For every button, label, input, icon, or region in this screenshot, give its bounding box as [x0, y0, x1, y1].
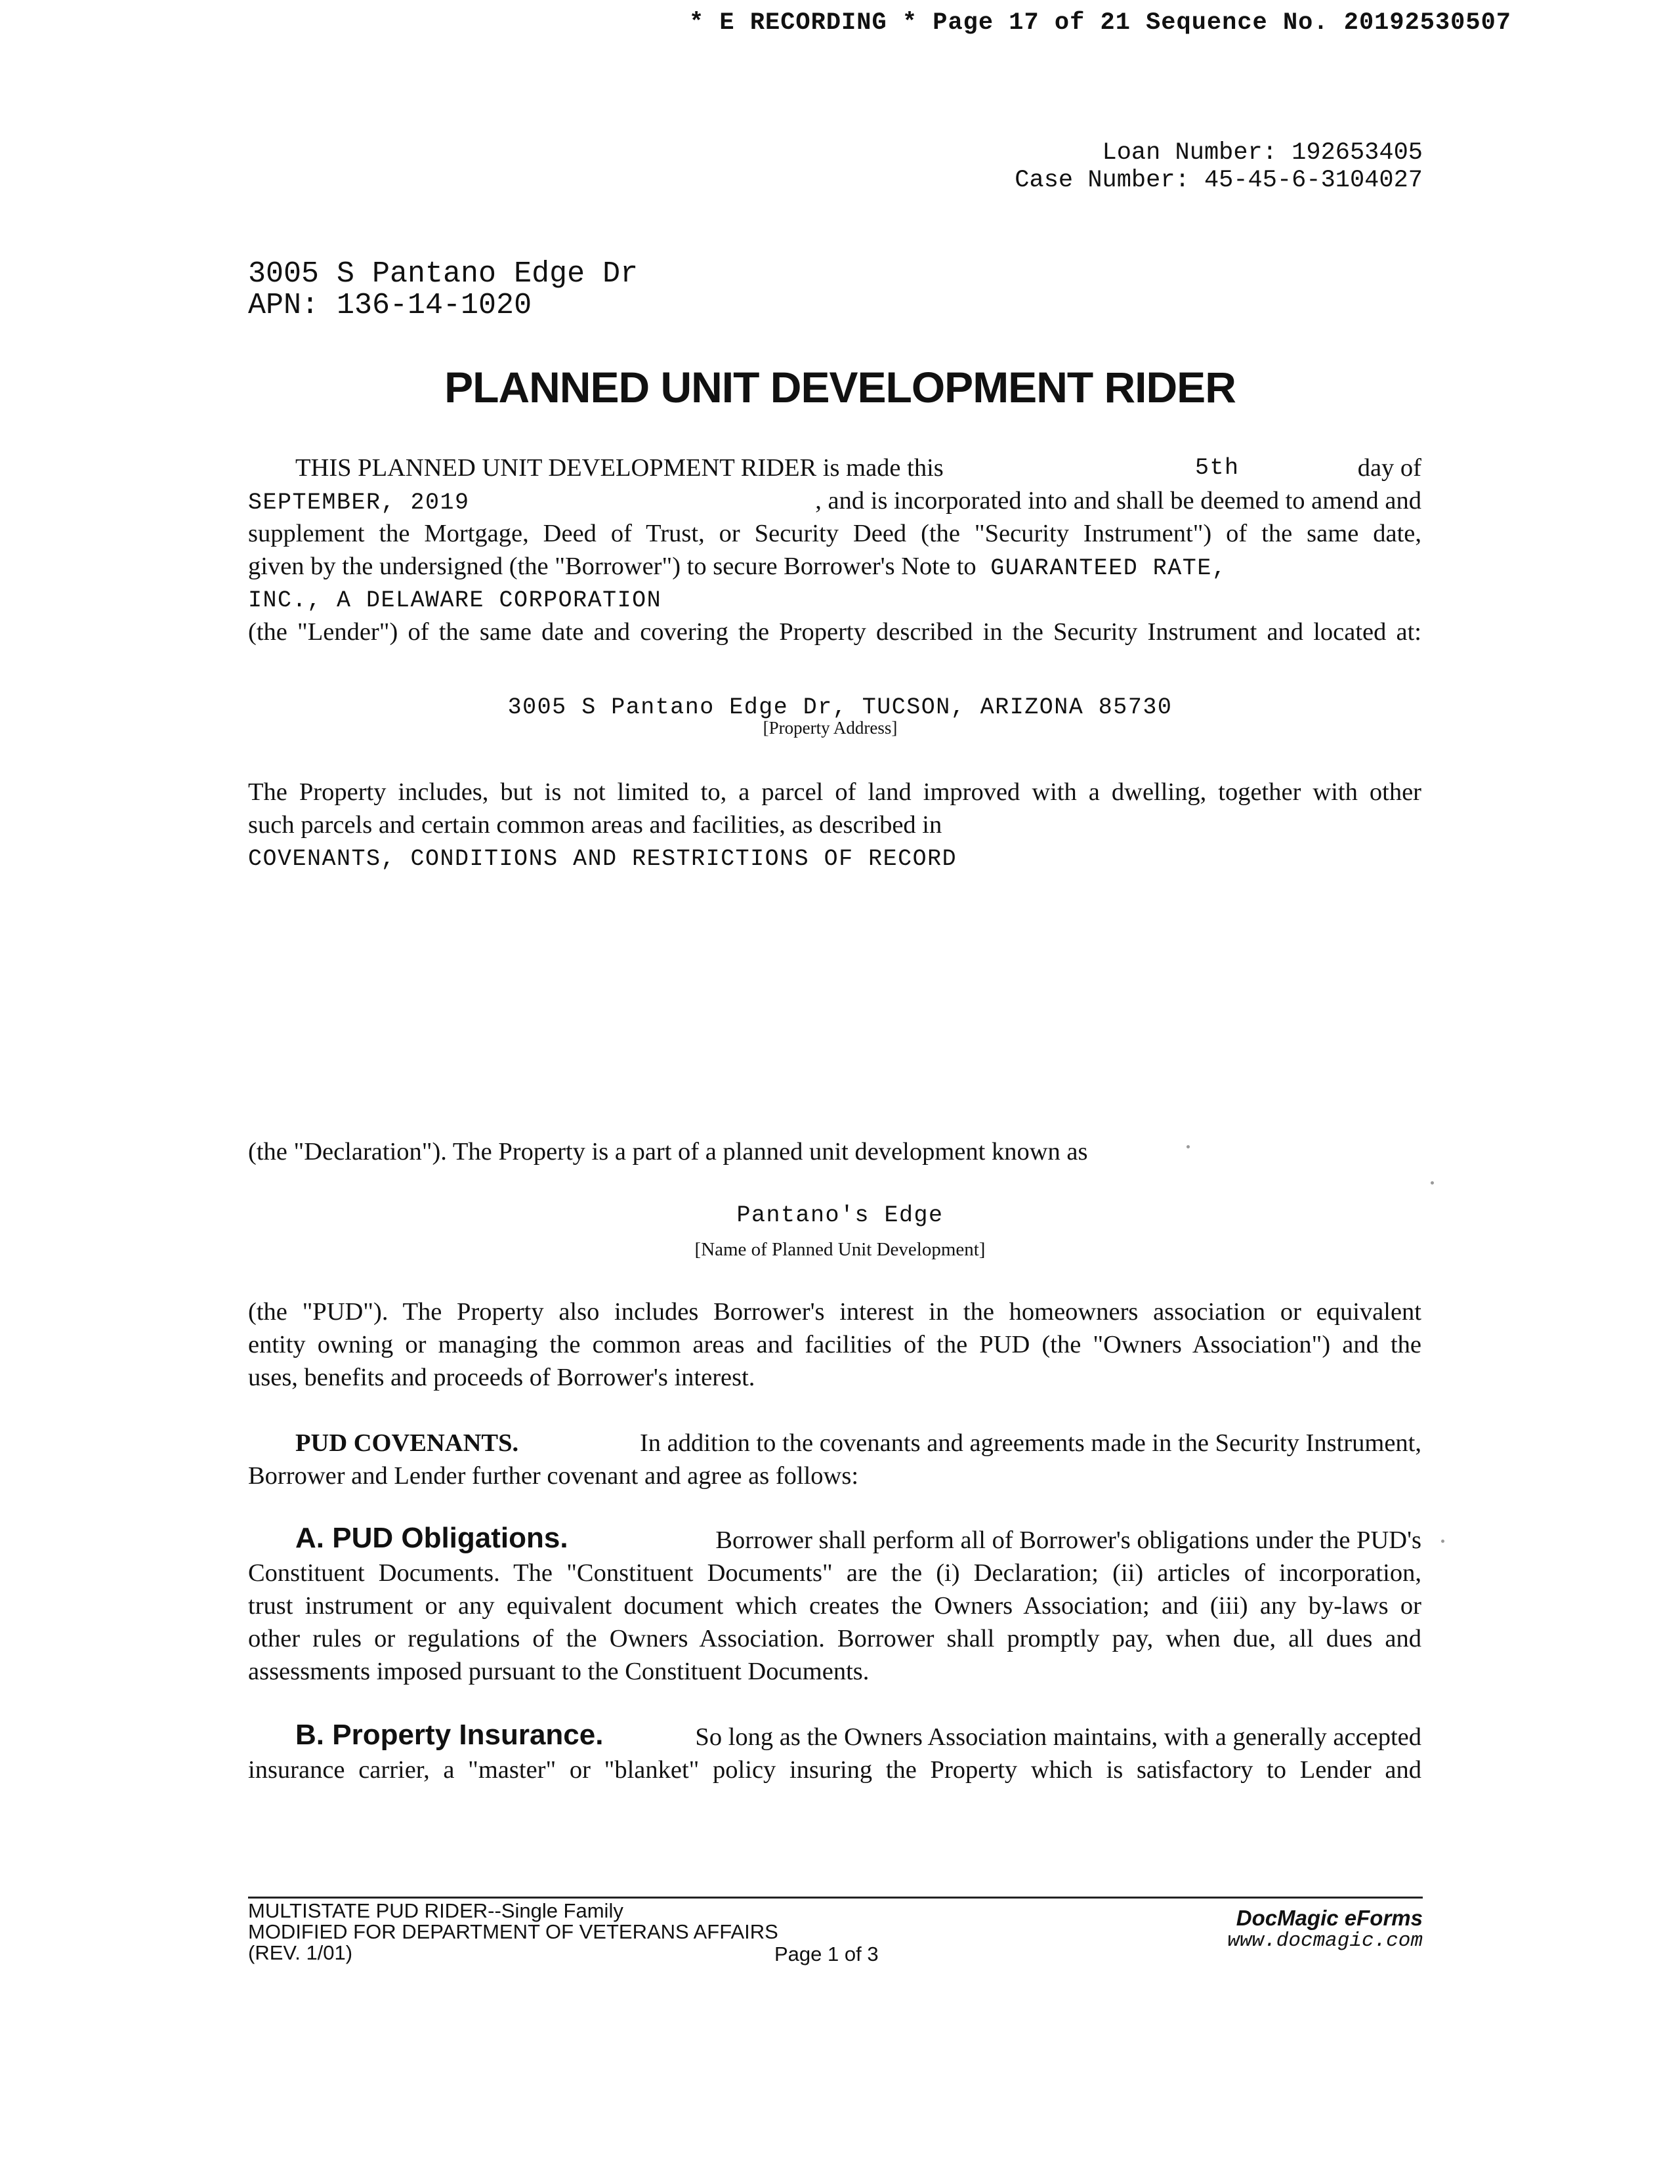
intro-line-3: supplement the Mortgage, Deed of Trust, or Security Deed (the "Security Instrument") of the same date,: [248, 520, 1421, 547]
scan-speck: [1441, 1540, 1444, 1543]
document-page: * E RECORDING * Page 17 of 21 Sequence No. 20192530507 Loan Number: 192653405 Case Number: 45-45-6-3104027 3005 S Pantano Edge Dr APN: 136-14-1020 PLANNED UNIT DEVELOPMENT RIDER THIS PLANNED UNIT DEVELOPMENT RIDER is made this 5th day of SEPTEMBER, 2019 , and is incorporated into and shall be deemed to amend and supplement the Mortgage, Deed of Trust, or Security Deed (the "Security Instrument") of the same date, given by the undersigned (the "Borrower") to secure Borrower's Note to GUARANTEED RATE, INC., A DELAWARE CORPORATION (the "Lender") of the same date and covering the Property described in the Security Instrument and located at: 3005 S Pantano Edge Dr, TUCSON, ARIZONA 85730 [Property Address] The Property includes, but is not limited to, a parcel of land improved with a dwelling, together with other such parcels and certain common areas and facilities, as described in COVENANTS, CONDITIONS AND RESTRICTIONS OF RECORD (the "Declaration"). The Property is a part of a planned unit development known as Pantano's Edge [Name of Planned Unit Development] (the "PUD"). The Property also includes Borrower's interest in the homeowners association or equivalent entity owning or managing the common areas and facilities of the PUD (the "Owners Association") and the uses, benefits and proceeds of Borrower's interest. PUD COVENANTS. In addition to the covenants and agreements made in the Security Instrument, Borrower and Lender further covenant and agree as follows: A. PUD Obligations. Borrower shall perform all of Borrower's obligations under the PUD's Constituent Documents. The "Constituent Documents" are the (i) Declaration; (ii) articles of incorporation, trust instrument or any equivalent document which creates the Owners Association; and (iii) any by-laws or other rules or regulations of the Owners Association. Borrower shall promptly pay, when due, all dues and assessments imposed pursuant to the Constituent Documents. B. Property Insurance. So long as the Owners Association maintains, with a generally accepted insurance carrier, a "master" or "blanket" policy insuring the Property which is satisfactory to Lender and MULTISTATE PUD RIDER--Single Family MODIFIED FOR DEPARTMENT OF VETERANS AFFAIRS (REV. 1/01) Page 1 of 3 DocMagic eForms www.docmagic.com: [0, 0, 1680, 2184]
property-street: 3005 S Pantano Edge Dr: [248, 257, 639, 291]
lender-name-1: GUARANTEED RATE,: [990, 555, 1227, 581]
pud-para-line-1: (the "PUD"). The Property also includes Borrower's interest in the homeowners association or equivalent: [248, 1298, 1421, 1326]
loan-number: Loan Number: 192653405: [1102, 139, 1423, 167]
property-apn: APN: 136-14-1020: [248, 289, 532, 322]
recording-header: * E RECORDING * Page 17 of 21 Sequence No. 20192530507: [689, 9, 1511, 37]
declaration-line: (the "Declaration"). The Property is a part of a planned unit development known as: [248, 1138, 1088, 1166]
covenants-heading: PUD COVENANTS.: [295, 1429, 519, 1457]
pud-name: Pantano's Edge: [736, 1202, 944, 1228]
docmagic-url: www.docmagic.com: [1227, 1929, 1423, 1952]
case-number: Case Number: 45-45-6-3104027: [1015, 167, 1423, 194]
section-a-line-4: other rules or regulations of the Owners Association. Borrower shall promptly pay, when due, all dues and: [248, 1625, 1421, 1652]
declaration-description: COVENANTS, CONDITIONS AND RESTRICTIONS OF RECORD: [248, 846, 957, 872]
property-address: 3005 S Pantano Edge Dr, TUCSON, ARIZONA 85730: [507, 694, 1173, 721]
includes-line-2: such parcels and certain common areas and facilities, as described in: [248, 811, 942, 839]
intro-line-4: given by the undersigned (the "Borrower") to secure Borrower's Note to GUARANTEED RATE,: [248, 553, 1227, 581]
includes-line-1: The Property includes, but is not limited to, a parcel of land improved with a dwelling, together with other: [248, 778, 1421, 806]
covenants-line-2: Borrower and Lender further covenant and agree as follows:: [248, 1462, 859, 1490]
pud-para-line-3: uses, benefits and proceeds of Borrower's interest.: [248, 1364, 755, 1391]
footer-divider: [248, 1897, 1423, 1899]
section-a-line-5: assessments imposed pursuant to the Constituent Documents.: [248, 1658, 870, 1685]
scan-speck: [1431, 1181, 1434, 1185]
scan-speck: [1186, 1145, 1190, 1148]
page-title: PLANNED UNIT DEVELOPMENT RIDER: [444, 363, 1236, 411]
form-identifier: MULTISTATE PUD RIDER--Single Family MODIFIED FOR DEPARTMENT OF VETERANS AFFAIRS (REV. 1/01): [248, 1899, 778, 1964]
intro-line-6: (the "Lender") of the same date and covering the Property described in the Security Instrument and located at:: [248, 618, 1421, 646]
date-value: SEPTEMBER, 2019: [248, 490, 470, 516]
section-a-line-2: Constituent Documents. The "Constituent Documents" are the (i) Declaration; (ii) articles of incorporation,: [248, 1559, 1421, 1587]
section-a-line-3: trust instrument or any equivalent document which creates the Owners Association; and (iii) any by-laws or: [248, 1592, 1421, 1620]
section-a-heading: A. PUD Obligations.: [295, 1522, 568, 1554]
property-address-caption: [Property Address]: [763, 718, 898, 738]
docmagic-logo: DocMagic eForms: [1236, 1906, 1423, 1930]
section-b-heading: B. Property Insurance.: [295, 1719, 604, 1751]
loan-info-block: [1015, 139, 1423, 194]
lender-name-2: INC., A DELAWARE CORPORATION: [248, 587, 662, 614]
section-b-line-2: insurance carrier, a "master" or "blanket" policy insuring the Property which is satisfactory to Lender and: [248, 1756, 1421, 1784]
page-number: Page 1 of 3: [774, 1942, 879, 1965]
property-id-block: [248, 259, 638, 322]
pud-para-line-2: entity owning or managing the common areas and facilities of the PUD (the "Owners Association") and the: [248, 1331, 1421, 1358]
pud-name-caption: [Name of Planned Unit Development]: [694, 1239, 986, 1260]
intro-line-2: SEPTEMBER, 2019 , and is incorporated into and shall be deemed to amend and: [248, 487, 1421, 516]
day-value: 5th: [1195, 455, 1240, 481]
